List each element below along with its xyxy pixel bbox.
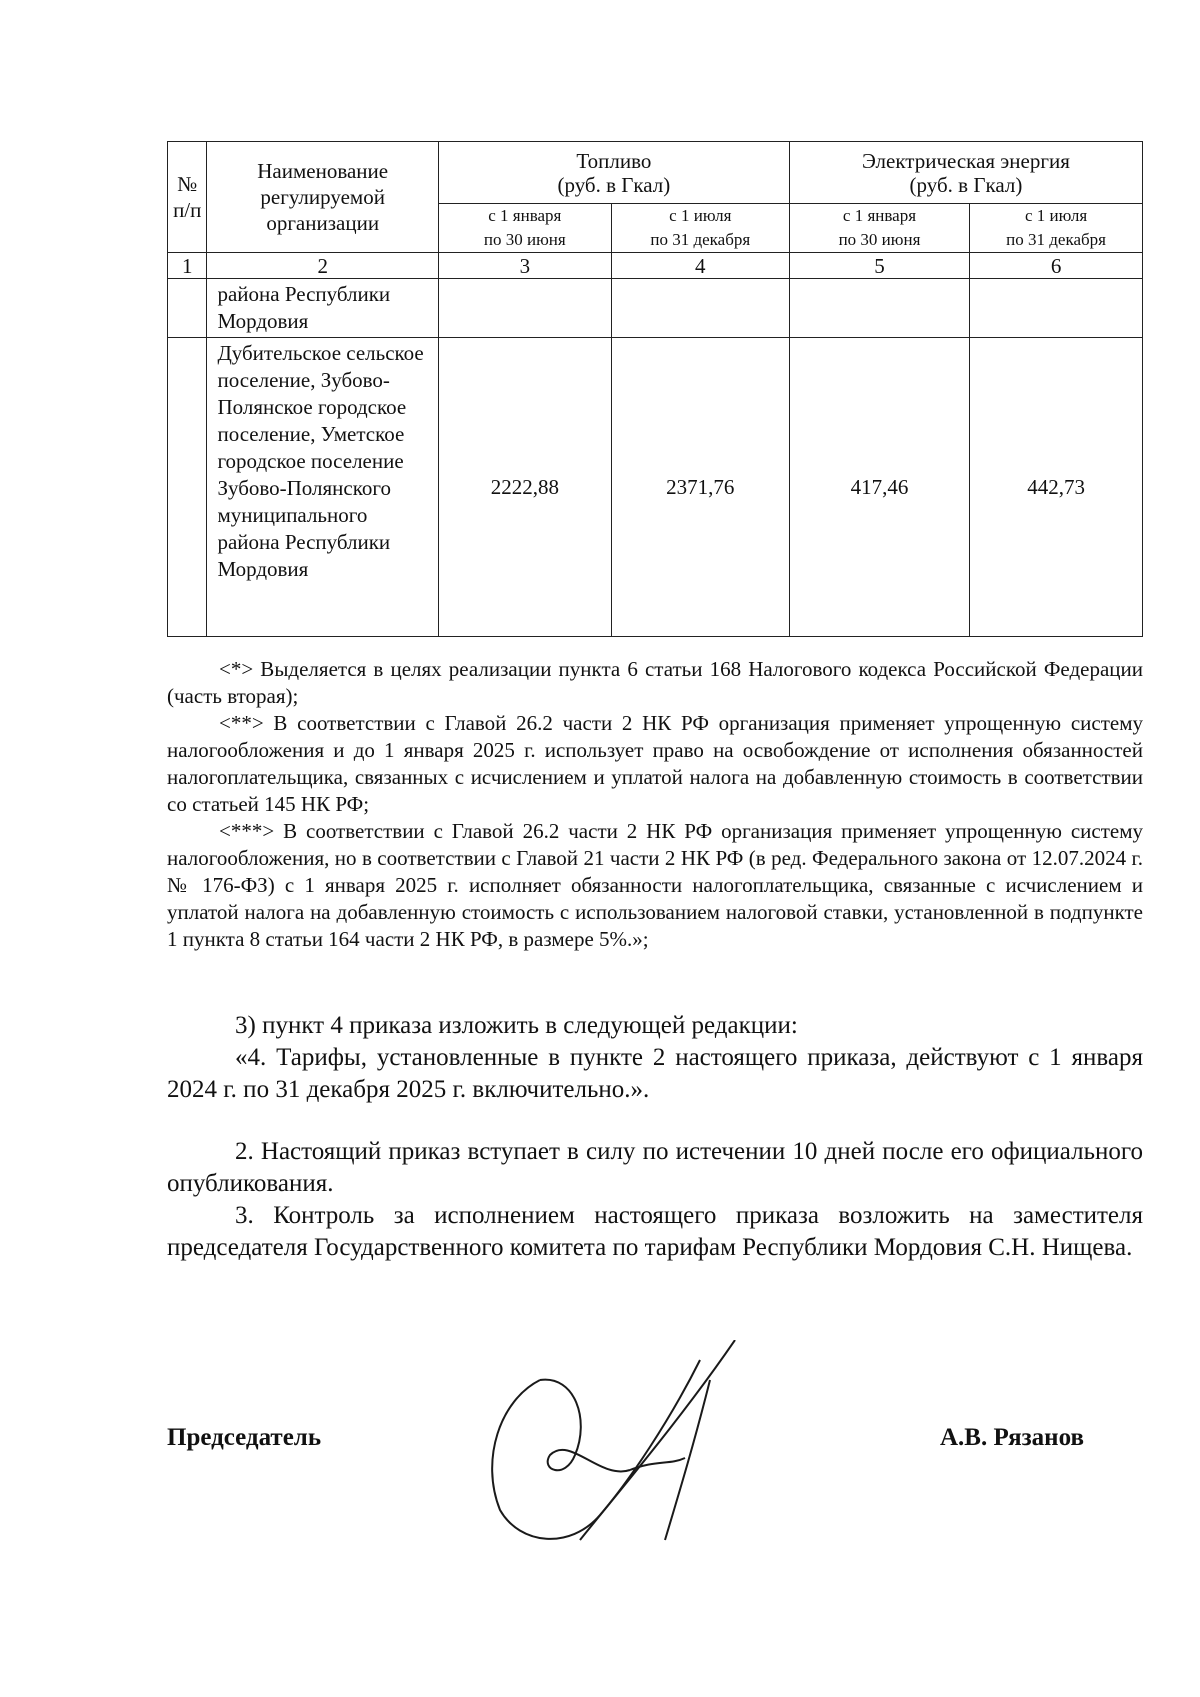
elec-period-jul bbox=[970, 204, 1143, 253]
fuel-header-title: Топливо bbox=[576, 148, 652, 173]
col-num-header: № п/п bbox=[168, 142, 207, 253]
org-name-cell: Дубительское сельское поселение, Зубово-Полянское городское поселение, Уметское городское поселение Зубово-Полянского муниципального района Республики Мордовия bbox=[207, 338, 438, 637]
table-row bbox=[168, 338, 1143, 637]
period-label: по 30 июня bbox=[838, 230, 921, 249]
signer-title: Председатель bbox=[167, 1424, 322, 1451]
column-number: 2 bbox=[207, 253, 438, 279]
fuel-period-jan bbox=[438, 204, 611, 253]
item3-text: «4. Тарифы, установленные в пункте 2 настоящего приказа, действуют с 1 января 2024 г. по 31 декабря 2025 г. включительно.». bbox=[167, 1044, 1143, 1103]
period-label: с 1 июля bbox=[1024, 206, 1088, 225]
fuel-header bbox=[438, 142, 789, 204]
elec-header-unit: (руб. в Гкал) bbox=[909, 172, 1023, 197]
paragraph-2: 2. Настоящий приказ вступает в силу по истечении 10 дней после его официального опубликования. bbox=[167, 1138, 1143, 1197]
value-cell bbox=[438, 279, 611, 338]
order-body bbox=[167, 1010, 1143, 1264]
period-label: с 1 января bbox=[842, 206, 917, 225]
footnote: <**> В соответствии с Главой 26.2 части 2 НК РФ организация применяет упрощенную систему налогообложения и до 1 января 2025 г. использует право на освобождение от исполнения обязанностей налогоплательщика, связанных с исчислением и уплатой налога на добавленную стоимость в соответствии со статьей 145 НК РФ; bbox=[167, 711, 1143, 816]
column-number: 6 bbox=[970, 253, 1143, 279]
value-cell bbox=[970, 279, 1143, 338]
value-cell bbox=[611, 279, 789, 338]
fuel-jul-value: 2371,76 bbox=[611, 338, 789, 637]
elec-jan-value: 417,46 bbox=[789, 338, 969, 637]
table-header-row bbox=[168, 142, 1143, 204]
item3-intro: 3) пункт 4 приказа изложить в следующей редакции: bbox=[235, 1012, 798, 1039]
row-number-cell bbox=[168, 279, 207, 338]
footnote: <***> В соответствии с Главой 26.2 части 2 НК РФ организация применяет упрощенную систему налогообложения, но в соответствии с Главой 21 части 2 НК РФ (в ред. Федерального закона от 12.07.2024 г. № 176-ФЗ) с 1 января 2025 г. исполняет обязанности налогоплательщика, связанные с исчислением и уплатой налога на добавленную стоимость с использованием налоговой ставки, установленной в подпункте 1 пункта 8 статьи 164 части 2 НК РФ, в размере 5%.»; bbox=[167, 819, 1143, 951]
column-number: 1 bbox=[168, 253, 207, 279]
column-number: 4 bbox=[611, 253, 789, 279]
fuel-header-unit: (руб. в Гкал) bbox=[557, 172, 671, 197]
footnotes bbox=[167, 656, 1143, 953]
paragraph-3: 3. Контроль за исполнением настоящего приказа возложить на заместителя председателя Государственного комитета по тарифам Республики Мордовия С.Н. Нищева. bbox=[167, 1202, 1143, 1261]
handwritten-signature bbox=[480, 1340, 780, 1560]
period-label: по 30 июня bbox=[483, 230, 566, 249]
period-label: с 1 июля bbox=[669, 206, 732, 225]
elec-jul-value: 442,73 bbox=[970, 338, 1143, 637]
period-label: по 31 декабря bbox=[650, 230, 751, 249]
elec-header bbox=[789, 142, 1142, 204]
elec-header-title: Электрическая энергия bbox=[861, 148, 1070, 173]
elec-period-jan bbox=[789, 204, 969, 253]
column-number: 5 bbox=[789, 253, 969, 279]
signer-name: А.В. Рязанов bbox=[940, 1424, 1084, 1451]
fuel-jan-value: 2222,88 bbox=[438, 338, 611, 637]
table-row bbox=[168, 279, 1143, 338]
row-number-cell bbox=[168, 338, 207, 637]
column-number-row bbox=[168, 253, 1143, 279]
period-label: с 1 января bbox=[488, 206, 562, 225]
col-name-header: Наименование регулируемой организации bbox=[207, 142, 438, 253]
tariff-table bbox=[167, 141, 1143, 637]
footnote: <*> Выделяется в целях реализации пункта 6 статьи 168 Налогового кодекса Российской Федерации (часть вторая); bbox=[167, 657, 1143, 708]
fuel-period-jul bbox=[611, 204, 789, 253]
value-cell bbox=[789, 279, 969, 338]
column-number: 3 bbox=[438, 253, 611, 279]
org-name-cell: района Республики Мордовия bbox=[207, 279, 438, 338]
period-label: по 31 декабря bbox=[1006, 230, 1106, 249]
